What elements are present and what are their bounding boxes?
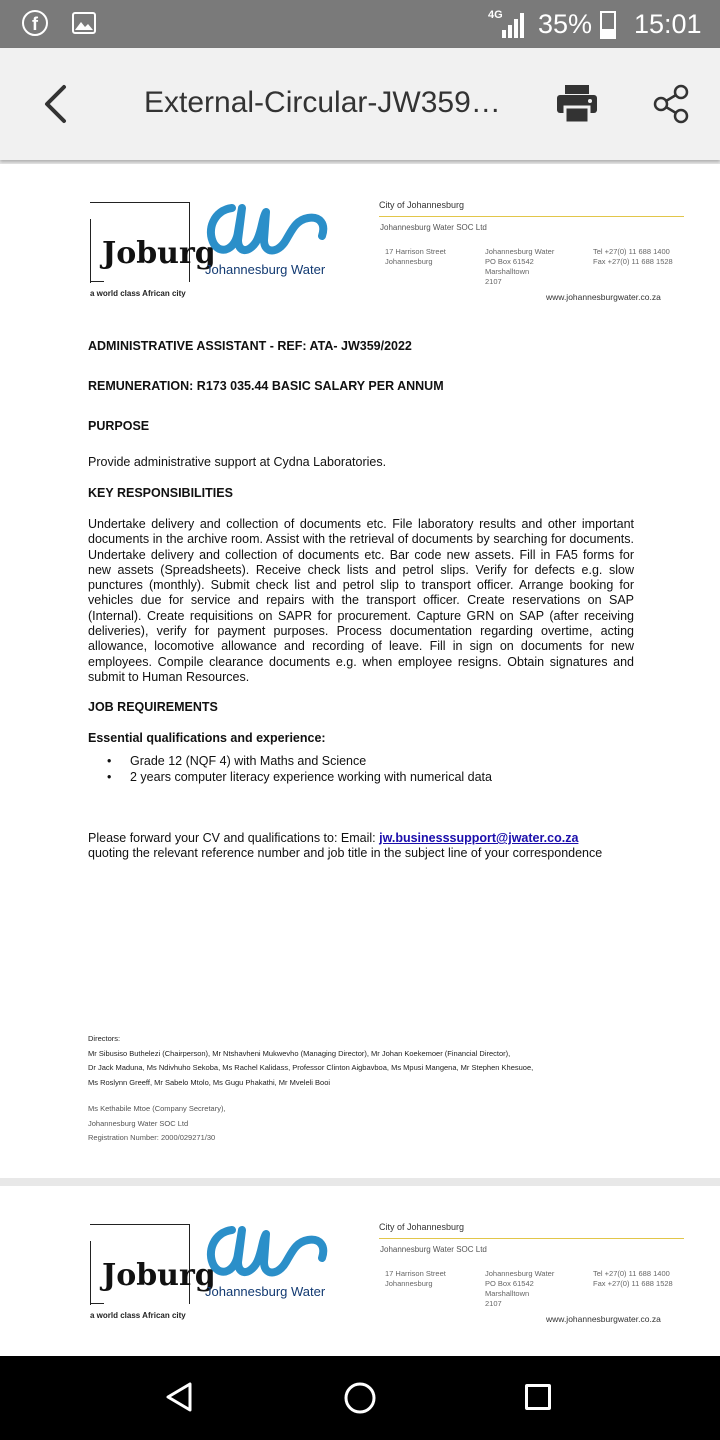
directors-list: Directors: Mr Sibusiso Buthelezi (Chairperson), Mr Ntshavheni Mukwevho (Managing Director), Mr Johan Koekemoer (Financial Director), Dr Jack Maduna, Ms Ndivhuho Sekoba, Ms Rachel Kalidass, Professor Clinton Aigbavboa, Ms Mpusi Mangena, Mr Stephen Khesuoe, Ms Roslynn Greeff, Mr Sabelo Mtolo, Ms Gugu Phakathi, Mr Mveleli Booi bbox=[88, 1034, 534, 1087]
postal-address: Johannesburg Water PO Box 61542 Marshalltown 2107 bbox=[485, 247, 555, 286]
city-name: City of Johannesburg bbox=[379, 200, 465, 210]
remuneration: REMUNERATION: R173 035.44 BASIC SALARY PER ANNUM bbox=[88, 379, 444, 393]
nav-recents-icon[interactable] bbox=[525, 1384, 551, 1410]
nav-back-icon[interactable] bbox=[164, 1381, 196, 1413]
share-icon[interactable] bbox=[652, 84, 690, 124]
document-title: External-Circular-JW359… bbox=[144, 86, 501, 119]
contact-numbers: Tel +27(0) 11 688 1400 Fax +27(0) 11 688 1528 bbox=[593, 247, 673, 266]
company-registration: Ms Kethabile Mtoe (Company Secretary), Johannesburg Water SOC Ltd Registration Number: 2000/029271/30 bbox=[88, 1104, 226, 1142]
battery-percent: 35% bbox=[538, 9, 593, 39]
clock: 15:01 bbox=[634, 9, 702, 39]
jw-company-name: Johannesburg Water bbox=[205, 262, 326, 277]
joburg-logo: Joburg bbox=[102, 236, 216, 271]
app-toolbar bbox=[0, 48, 720, 160]
purpose-heading: PURPOSE bbox=[88, 419, 150, 433]
job-title: ADMINISTRATIVE ASSISTANT - REF: ATA- JW359/2022 bbox=[88, 339, 412, 353]
battery-icon bbox=[600, 11, 616, 39]
status-bar bbox=[0, 0, 720, 48]
johannesburg-water-logo-icon bbox=[204, 200, 328, 262]
facebook-icon: f bbox=[22, 10, 48, 36]
jw-company-name: Johannesburg Water bbox=[205, 1284, 326, 1299]
responsibilities-text: Undertake delivery and collection of documents etc. File laboratory results and other important documents in the archive room. Assist with the retrieval of documents by searching for documents. Undertake delivery and collection of documents etc. Bar code new assets. Fill in FA5 forms for new assets (Spreadsheets). Receive check lists and petrol slips. Verify for defects e.g. slow punctures (monthly). Submit check list and petrol slip to transport officer. Arrange booking for vehicles due for service and repairs with the transport officer. Create reservations on SAP (Internal). Create requisitions on SAPR for procurement. Capture GRN on SAP (after receiving deliveries), verify for payment purposes. Process documentation regarding overtime, acting allowance, locomotive allowance and recording of leave. Fill in sign on documents for new employees. Compile clearance documents e.g. when employee resigns. Obtain signatures and submit to Human Resources. bbox=[88, 517, 634, 684]
contact-numbers: Tel +27(0) 11 688 1400 Fax +27(0) 11 688 1528 bbox=[593, 1269, 673, 1288]
divider bbox=[379, 216, 684, 217]
pdf-page-2 bbox=[0, 1186, 720, 1356]
list-item: • Grade 12 (NQF 4) with Maths and Science bbox=[88, 753, 634, 769]
divider bbox=[379, 1238, 684, 1239]
requirements-list bbox=[88, 753, 634, 785]
pdf-page-1 bbox=[0, 164, 720, 1178]
website: www.johannesburgwater.co.za bbox=[546, 292, 661, 302]
website: www.johannesburgwater.co.za bbox=[546, 1314, 661, 1324]
postal-address: Johannesburg Water PO Box 61542 Marshalltown 2107 bbox=[485, 1269, 555, 1308]
company-name: Johannesburg Water SOC Ltd bbox=[380, 1245, 487, 1254]
signal-icon bbox=[500, 12, 526, 38]
city-name: City of Johannesburg bbox=[379, 1222, 465, 1232]
network-type: 4G bbox=[488, 9, 503, 21]
street-address: 17 Harrison Street Johannesburg bbox=[385, 247, 446, 266]
print-icon[interactable] bbox=[555, 84, 599, 124]
email-link[interactable]: jw.businesssupport@jwater.co.za bbox=[379, 831, 579, 845]
requirements-heading: JOB REQUIREMENTS bbox=[88, 700, 218, 714]
street-address: 17 Harrison Street Johannesburg bbox=[385, 1269, 446, 1288]
list-item: • 2 years computer literacy experience working with numerical data bbox=[88, 769, 634, 785]
johannesburg-water-logo-icon bbox=[204, 1222, 328, 1284]
application-instructions: Please forward your CV and qualifications to: Email: jw.businesssupport@jwater.co.za quoting the relevant reference number and job title in the subject line of your correspondence bbox=[88, 831, 603, 861]
purpose-text: Provide administrative support at Cydna Laboratories. bbox=[88, 455, 387, 469]
system-nav-bar bbox=[0, 1356, 720, 1440]
joburg-tagline: a world class African city bbox=[90, 1311, 186, 1320]
qualifications-heading: Essential qualifications and experience: bbox=[88, 731, 326, 745]
joburg-tagline: a world class African city bbox=[90, 289, 186, 298]
company-name: Johannesburg Water SOC Ltd bbox=[380, 223, 487, 232]
joburg-logo: Joburg bbox=[102, 1258, 216, 1293]
responsibilities-heading: KEY RESPONSIBILITIES bbox=[88, 486, 233, 500]
back-arrow-icon[interactable] bbox=[40, 84, 74, 124]
nav-home-icon[interactable] bbox=[343, 1381, 377, 1415]
image-icon bbox=[72, 12, 96, 34]
